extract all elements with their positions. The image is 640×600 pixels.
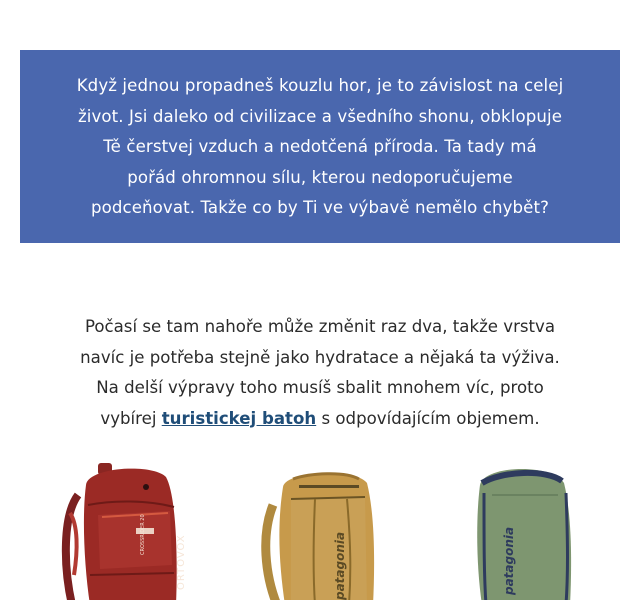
- intro-banner: [20, 50, 620, 243]
- intro-line: život. Jsi daleko od civilizace a všedního shonu, obklopuje: [77, 106, 562, 126]
- backpack-link[interactable]: turistickej batoh: [161, 408, 317, 428]
- product-brand-label: patagonia: [502, 526, 516, 595]
- product-patagonia-green-backpack[interactable]: [462, 455, 582, 600]
- intro-line: pořád ohromnou sílu, kterou nedoporučujeme: [127, 167, 513, 187]
- body-line: [40, 404, 600, 435]
- backpack-red-image: [58, 455, 188, 600]
- body-text: s odpovídajícím objemem.: [316, 408, 540, 428]
- body-text: vybírej: [100, 408, 162, 428]
- body-line: Počasí se tam nahoře může změnit raz dva, takže vrstva: [84, 317, 556, 336]
- body-paragraph: [40, 312, 600, 434]
- product-brand-label: ORTOVOX: [176, 534, 187, 590]
- product-brand-label: patagonia: [333, 531, 347, 600]
- product-ortovox-backpack[interactable]: [58, 455, 188, 600]
- body-line: navíc je potřeba stejně jako hydratace a nějaká ta výživa.: [80, 347, 560, 367]
- product-model-label: CROSSRIDER 20: [140, 514, 146, 555]
- intro-line: Tě čerstvej vzduch a nedotčená příroda. Ta tady má: [103, 137, 537, 156]
- backpack-green-image: [462, 455, 582, 600]
- body-line: Na delší výpravy toho musíš sbalit mnohem víc, proto: [96, 378, 544, 397]
- intro-line: podceňovat. Takže co by Ti ve výbavě nemělo chybět?: [90, 198, 549, 217]
- intro-line: Když jednou propadneš kouzlu hor, je to závislost na celej: [76, 76, 564, 95]
- backpack-tan-image: [255, 455, 385, 600]
- product-row: [0, 455, 640, 600]
- product-patagonia-tan-backpack[interactable]: [255, 455, 385, 600]
